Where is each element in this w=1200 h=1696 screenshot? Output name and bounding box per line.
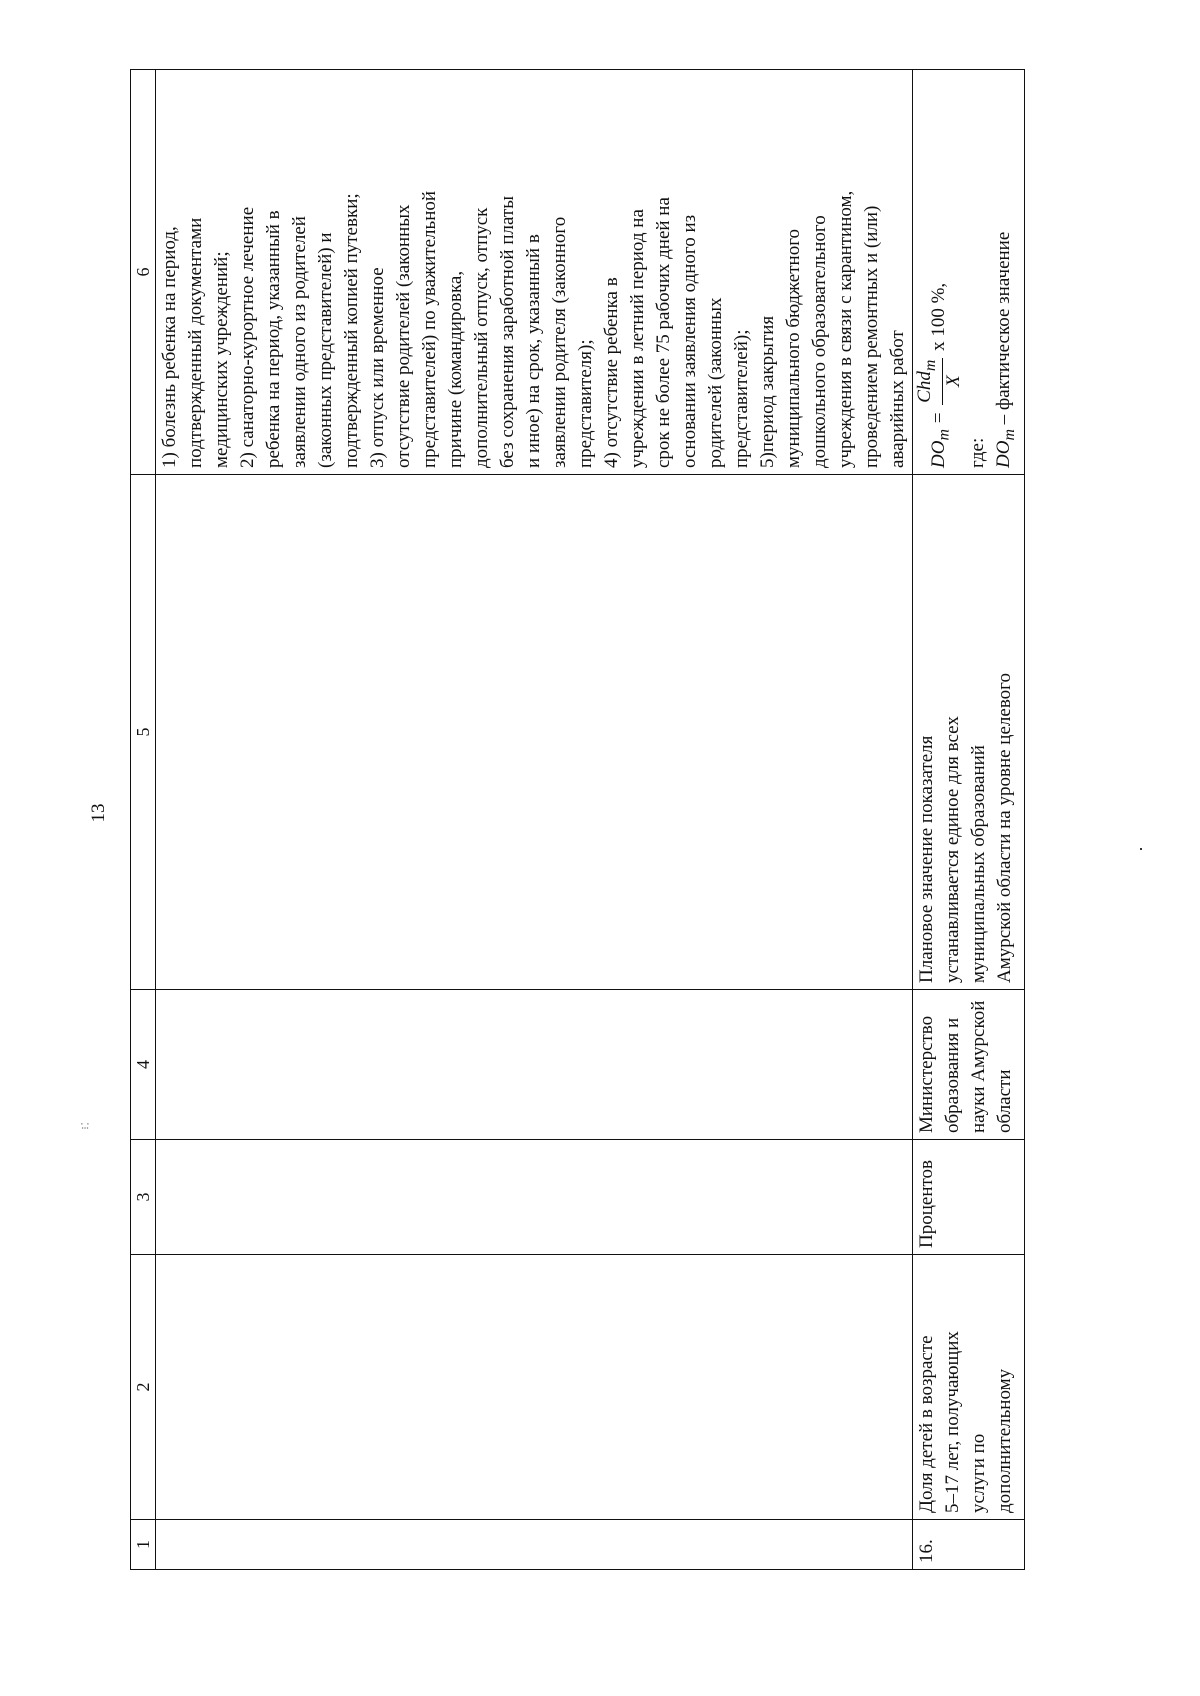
reason-line: учреждении в летний период на <box>627 209 648 468</box>
reason-line: заявлении одного из родителей <box>289 216 310 468</box>
header-col-2: 2 <box>131 1255 156 1520</box>
responsible-line: области <box>994 1069 1015 1133</box>
scan-artifact: ⁝⁚ <box>80 1121 92 1130</box>
reason-line: дошкольного образовательного <box>809 215 830 468</box>
reason-line: дополнительный отпуск, отпуск <box>471 207 492 468</box>
reason-line: отсутствие родителей (законных <box>393 204 414 468</box>
reason-line: медицинских учреждений; <box>211 251 232 468</box>
planned-line: муниципальных образований <box>968 745 989 983</box>
absence-reasons-list <box>157 76 911 468</box>
formula: $DO_m$ = Chd$_m$ X x 100 %, <box>914 282 964 468</box>
reason-line: представителей); <box>731 329 752 468</box>
cell-empty <box>156 475 913 990</box>
header-col-3: 3 <box>131 1140 156 1255</box>
planned-line: устанавливается единое для всех <box>942 716 963 983</box>
scan-speck <box>1140 848 1142 850</box>
formula-fraction: Chd$_m$ X <box>914 359 964 403</box>
indicator-name-line: услуги по <box>968 1433 989 1513</box>
where-label: где: <box>966 437 988 468</box>
responsible-body <box>913 990 1025 1140</box>
reason-line: 1) болезнь ребенка на период, <box>159 226 180 468</box>
reason-line: без сохранения заработной платы <box>497 196 518 468</box>
indicator-name <box>913 1255 1025 1520</box>
table-row-16 <box>913 70 1025 1570</box>
definition-line: $DO_m$ – фактическое значение <box>992 231 1018 468</box>
reason-line: представителей) по уважительной <box>419 190 440 468</box>
cell-absence-reasons <box>156 70 913 475</box>
reason-line: муниципального бюджетного <box>783 228 804 468</box>
calculation-formula-cell <box>913 70 1025 475</box>
planned-line: Амурской области на уровне целевого <box>994 673 1015 983</box>
reason-line: аварийных работ <box>887 330 908 468</box>
indicator-name-line: Доля детей в возрасте <box>916 1335 937 1513</box>
reason-line: подтвержденный копией путевки; <box>341 193 362 468</box>
header-col-6: 6 <box>131 70 156 475</box>
cell-empty <box>156 1255 913 1520</box>
page-number: 13 <box>88 803 109 823</box>
header-col-4: 4 <box>131 990 156 1140</box>
cell-empty <box>156 990 913 1140</box>
responsible-line: Министерство <box>916 1015 937 1133</box>
reason-line: 4) отсутствие ребенка в <box>601 277 622 468</box>
reason-line: 3) отпуск или временное <box>367 267 388 468</box>
cell-empty <box>156 1140 913 1255</box>
indicator-name-line: дополнительному <box>994 1368 1015 1513</box>
reason-line: основании заявления одного из <box>679 214 700 468</box>
reason-line: 5)период закрытия <box>757 315 778 468</box>
reason-line: срок не более 75 рабочих дней на <box>653 197 674 468</box>
header-row <box>131 70 156 1570</box>
unit-cell: Процентов <box>913 1140 1025 1255</box>
reason-line: причине (командировка, <box>445 270 466 468</box>
reason-line: родителей (законных <box>705 297 726 468</box>
reason-line: представителя); <box>575 339 596 468</box>
planned-value-description <box>913 475 1025 990</box>
table-row-continued <box>156 70 913 1570</box>
responsible-line: науки Амурской <box>968 1000 989 1133</box>
cell-empty <box>156 1520 913 1570</box>
rotated-table-container <box>130 70 1060 1570</box>
reason-line: (законных представителей) и <box>315 232 336 468</box>
indicator-table <box>130 69 1025 1570</box>
reason-line: подтвержденный документами <box>185 217 206 468</box>
responsible-line: образования и <box>942 1017 963 1133</box>
reason-line: заявлении родителя (законного <box>549 216 570 468</box>
header-col-5: 5 <box>131 475 156 990</box>
header-col-1: 1 <box>131 1520 156 1570</box>
reason-line: 2) санаторно-курортное лечение <box>237 206 258 468</box>
reason-line: учреждения в связи с карантином, <box>835 190 856 468</box>
reason-line: проведением ремонтных и (или) <box>861 205 882 468</box>
reason-line: ребенка на период, указанный в <box>263 210 284 468</box>
row-number: 16. <box>913 1520 1025 1570</box>
indicator-name-line: 5–17 лет, получающих <box>942 1331 963 1513</box>
reason-line: и иное) на срок, указанный в <box>523 234 544 468</box>
planned-line: Плановое значение показателя <box>916 735 937 983</box>
